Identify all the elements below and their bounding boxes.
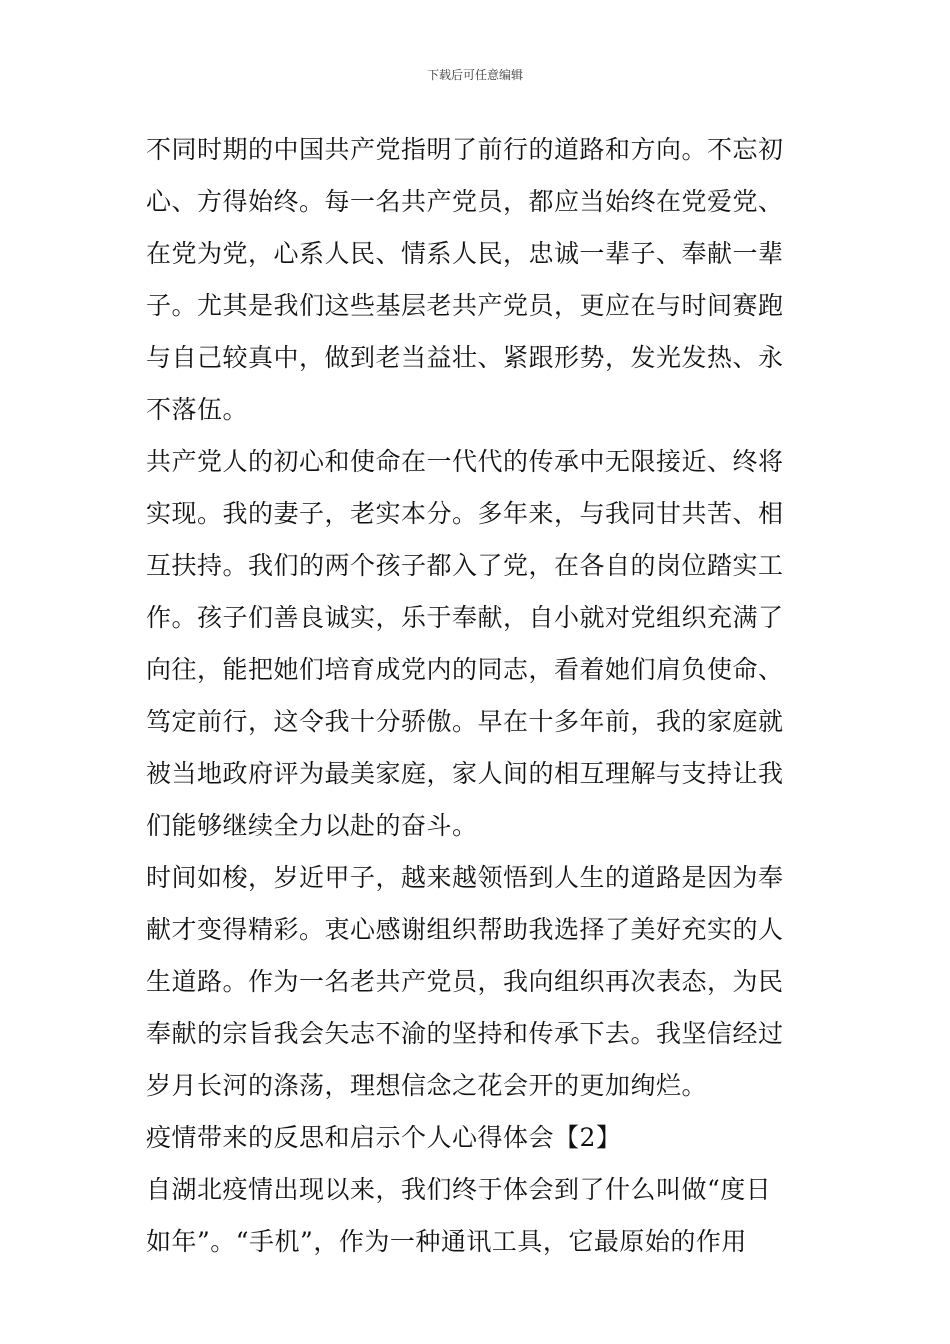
text-line: 共产党人的初心和使命在一代代的传承中无限接近、终将: [146, 447, 784, 476]
text-line: 不同时期的中国共产党指明了前行的道路和方向。不忘初: [146, 135, 784, 164]
text-line: 们能够继续全力以赴的奋斗。: [146, 811, 478, 840]
text-line: 实现。我的妻子，老实本分。多年来，与我同甘共苦、相: [146, 499, 784, 528]
text-line: 奉献的宗旨我会矢志不渝的坚持和传承下去。我坚信经过: [146, 1019, 784, 1048]
document-body: [146, 124, 818, 1268]
text-line: 心、方得始终。每一名共产党员，都应当始终在党爱党、: [146, 187, 784, 216]
header-note: 下载后可任意编辑: [426, 68, 523, 82]
text-line: 时间如梭，岁近甲子，越来越领悟到人生的道路是因为奉: [146, 863, 784, 892]
text-line: 作。孩子们善良诚实，乐于奉献，自小就对党组织充满了: [146, 603, 784, 632]
text-line: 在党为党，心系人民、情系人民，忠诚一辈子、奉献一辈: [146, 239, 784, 268]
text-line: 岁月长河的涤荡，理想信念之花会开的更加绚烂。: [146, 1071, 708, 1100]
text-line: 互扶持。我们的两个孩子都入了党，在各自的岗位踏实工: [146, 551, 784, 580]
text-line: 自湖北疫情出现以来，我们终于体会到了什么叫做“度日: [146, 1175, 772, 1204]
section-heading: 疫情带来的反思和启示个人心得体会【2】: [146, 1123, 622, 1152]
text-line: 不落伍。: [146, 395, 249, 424]
text-line: 如年”。“手机”，作为一种通讯工具，它最原始的作用: [146, 1227, 747, 1256]
text-line: 与自己较真中，做到老当益壮、紧跟形势，发光发热、永: [146, 343, 784, 372]
text-line: 被当地政府评为最美家庭，家人间的相互理解与支持让我: [146, 759, 784, 788]
text-line: 向往，能把她们培育成党内的同志，看着她们肩负使命、: [146, 655, 784, 684]
text-line: 子。尤其是我们这些基层老共产党员，更应在与时间赛跑: [146, 291, 784, 320]
text-line: 生道路。作为一名老共产党员，我向组织再次表态，为民: [146, 967, 784, 996]
text-line: 笃定前行，这令我十分骄傲。早在十多年前，我的家庭就: [146, 707, 784, 736]
text-line: 献才变得精彩。衷心感谢组织帮助我选择了美好充实的人: [146, 915, 784, 944]
